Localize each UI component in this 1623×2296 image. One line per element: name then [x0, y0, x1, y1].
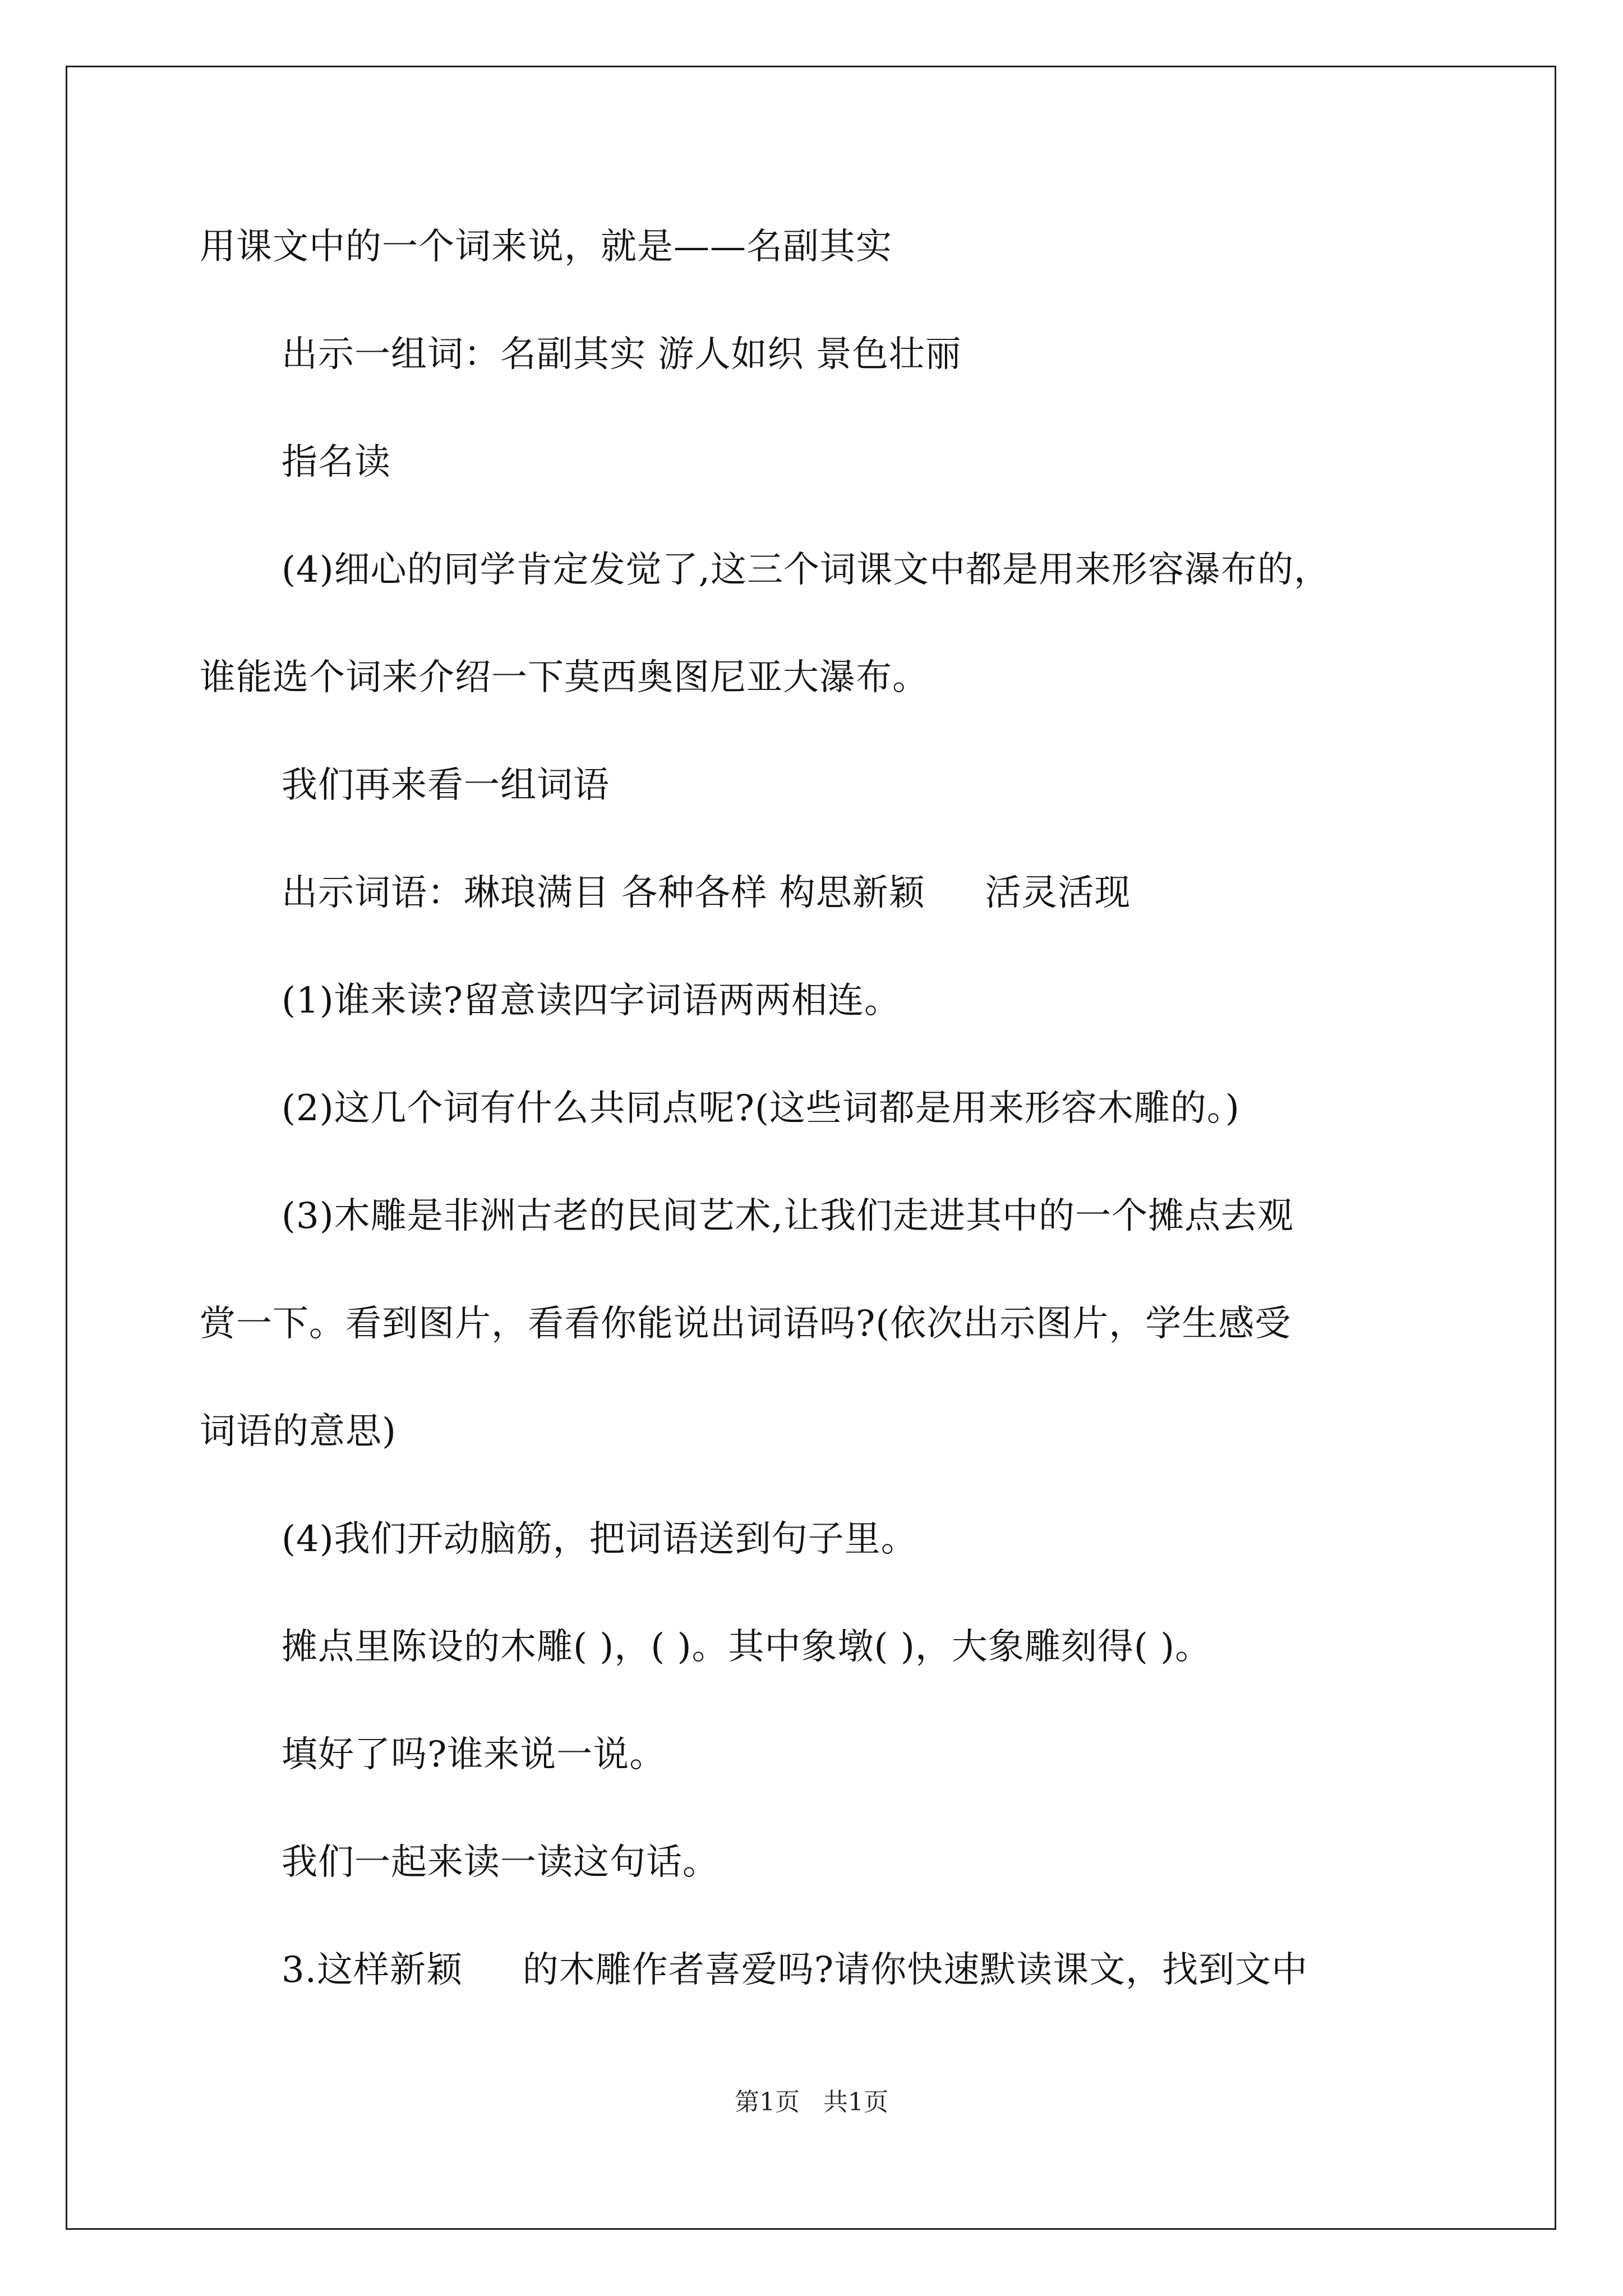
text-line: (4)我们开动脑筋，把词语送到句子里。 [282, 1519, 917, 1560]
text-line: 3.这样新颖 的木雕作者喜爱吗?请你快速默读课文，找到文中 [282, 1949, 1308, 1991]
text-line: (3)木雕是非洲古老的民间艺术,让我们走进其中的一个摊点去观 [282, 1195, 1294, 1237]
text-line: (4)细心的同学肯定发觉了,这三个词课文中都是用来形容瀑布的， [282, 549, 1330, 591]
text-line: 我们一起来读一读这句话。 [282, 1842, 719, 1883]
text-line: 出示词语：琳琅满目 各种各样 构思新颖 活灵活现 [282, 872, 1131, 914]
text-line: (1)谁来读?留意读四字词语两两相连。 [282, 980, 901, 1022]
text-line: 指名读 [282, 441, 391, 483]
text-line: 我们再来看一组词语 [282, 765, 610, 806]
page-border [66, 66, 1556, 2230]
text-line: (2)这几个词有什么共同点呢?(这些词都是用来形容木雕的。) [282, 1088, 1240, 1129]
text-line: 摊点里陈设的木雕( )，( )。其中象墩( )，大象雕刻得( )。 [282, 1626, 1212, 1668]
text-line: 词语的意思) [200, 1411, 396, 1452]
page-footer: 第1页 共1页 [735, 2088, 888, 2116]
text-line: 赏一下。看到图片，看看你能说出词语吗?(依次出示图片，学生感受 [200, 1303, 1292, 1345]
text-line: 谁能选个词来介绍一下莫西奥图尼亚大瀑布。 [200, 657, 929, 698]
text-line: 用课文中的一个词来说，就是——名副其实 [200, 226, 892, 268]
text-line: 填好了吗?谁来说一说。 [282, 1734, 666, 1775]
text-line: 出示一组词：名副其实 游人如织 景色壮丽 [282, 334, 962, 375]
